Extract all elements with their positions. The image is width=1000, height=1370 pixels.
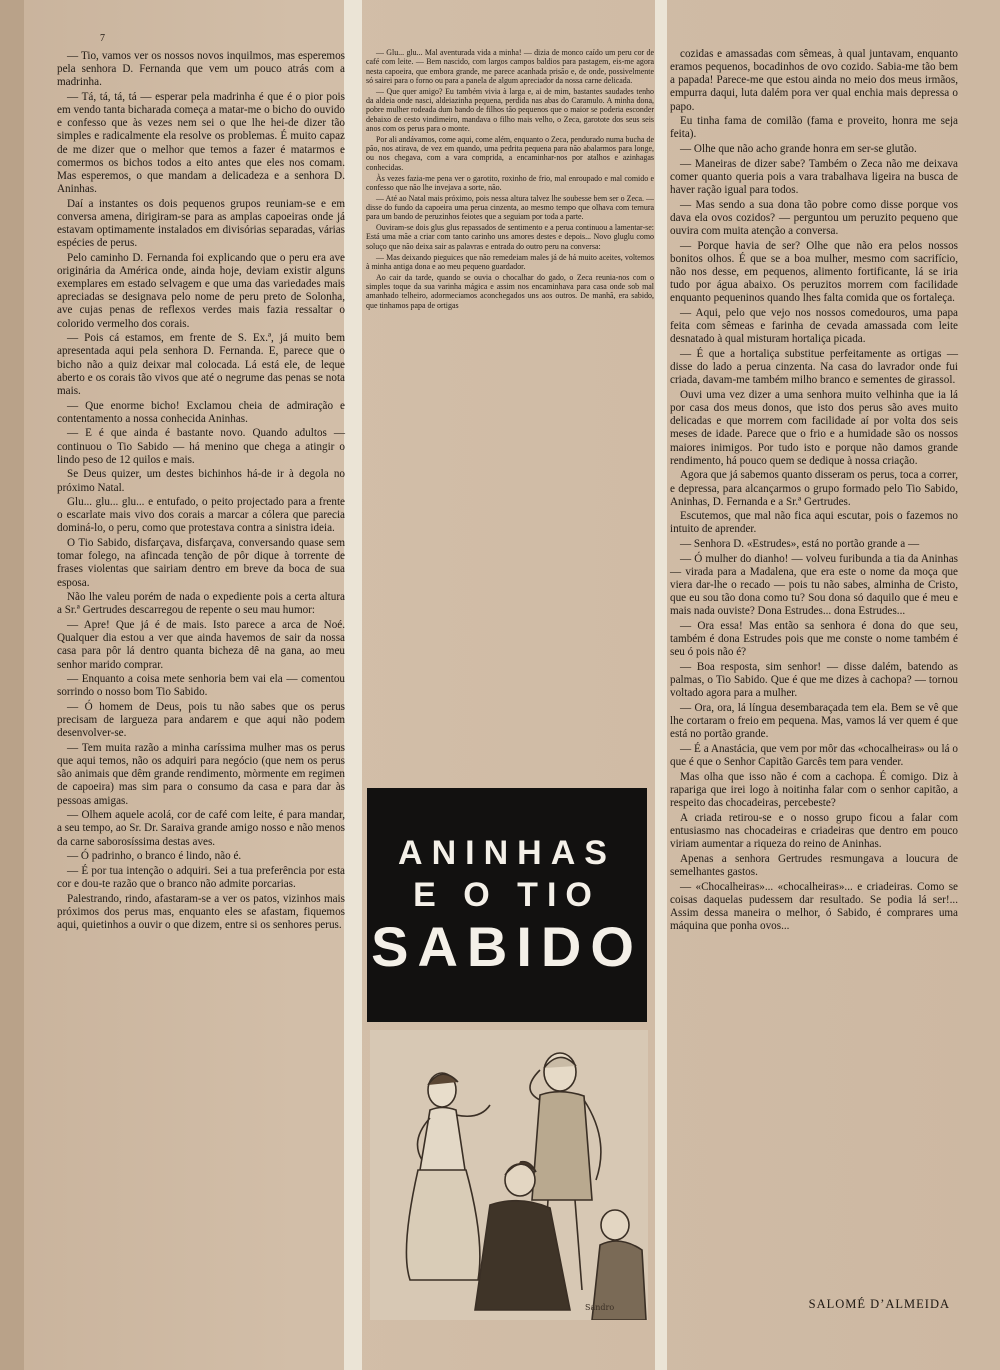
paragraph: cozidas e amassadas com sêmeas, à qual juntavam, enquanto eramos pequenos, bocadinhos de ovo cozido. Sabia-me tão bem a papada! Parece-me que estou ainda no meio dos meus irmãos, empurra daqui, luta dalém pora ver qual enchia mais depressa o papo. bbox=[670, 48, 958, 113]
paragraph: Escutemos, que mal não fica aqui escutar, pois o fazemos no intuito de aprender. bbox=[670, 510, 958, 536]
paragraph: Glu... glu... glu... e entufado, o peito projectado para a frente o escarlate mais vivo dos corais a marcar a cólera que parecia dominá-lo, o peru, como que protestava contra a sinistra ideia. bbox=[57, 496, 345, 535]
paragraph: — Ó homem de Deus, pois tu não sabes que os perus precisam de largueza para andarem e que aqui não podem desenvolver-se. bbox=[57, 701, 345, 740]
paragraph: Ouvi uma vez dizer a uma senhora muito velhinha que ia lá por casa dos meus donos, que isto dos perus são aves muito delicadas e que morrem com facilidade aí por volta dos seis meses de idade. Parece que o frio e a humidade são os nossos maiores inimigos. Por tudo isto e porque não damos grande rendimento, há pouco quem se dedique à nossa criação. bbox=[670, 388, 958, 467]
illustration-signature: Sandro bbox=[585, 1303, 615, 1312]
paragraph: — Tem muita razão a minha caríssima mulher mas os perus que aqui temos, não os adquiri para negócio (que nem os perus são animais que dêm grande rendimento, mòrmente em regimen de capoeira) mas sim para o consumo da casa e para dar às pessoas amigas. bbox=[57, 741, 345, 807]
paragraph: Não lhe valeu porém de nada o expediente pois a certa altura a Sr.ª Gertrudes descarregou de repente o seu mau humor: bbox=[57, 591, 345, 617]
page-mark: 7 bbox=[100, 33, 105, 44]
paragraph: A criada retirou-se e o nosso grupo ficou a falar com entusiasmo nas chocadeiras e criadeiras que dentro em pouco viriam aumentar a riqueza do reino de Aninhas. bbox=[670, 811, 958, 851]
paragraph: Eu tinha fama de comilão (fama e proveito, honra me seja feita). bbox=[670, 115, 958, 141]
paragraph: Por ali andávamos, come aqui, come além, enquanto o Zeca, pendurado numa bucha de pão, nos atirava, de vez em quando, uma pedrita pequena para não abalarmos para longe, ou nos chegava, com a vara comprida, a encaminhar-nos por atalhos e azinhagas conhecidas. bbox=[366, 134, 654, 172]
paragraph: — Glu... glu... Mal aventurada vida a minha! — dizia de monco caído um peru cor de café com leite. — Bem nascido, com largos campos baldios para pastagem, eis-me agora nesta capoeira, que embora grande, me parece acanhada prisão e, de onde, possivelmente só sairei para o forno ou para a panela de algum apreciador da nossa carne delicada. bbox=[366, 48, 654, 85]
paragraph: Pelo caminho D. Fernanda foi explicando que o peru era ave originária da América onde, ainda hoje, deviam existir alguns exemplares em estado selvagem e que uma das variedades mais apreciadas se designava pelo nome de peru preto de Solonha, ave cujas penas de reflexos verdes mais fazia ressaltar o colorido vermelho dos corais. bbox=[57, 251, 345, 330]
paragraph: Palestrando, rindo, afastaram-se a ver os patos, vizinhos mais próximos dos perus mas, enquanto eles se afastam, fiquemos aqui, quietinhos a ouvir o que dizem, entre si os senhores perus. bbox=[57, 892, 345, 931]
paragraph: — Até ao Natal mais próximo, pois nessa altura talvez lhe soubesse bem ser o Zeca. — disse do fundo da capoeira uma perua cinzenta, ao mesmo tempo que olhava com ternura para um bando de peruzinhos feiotes que a seguiam por toda a parte. bbox=[366, 193, 654, 222]
paragraph: — Tio, vamos ver os nossos novos inquilmos, mas esperemos pela senhora D. Fernanda que vem um pouco atrás com a madrinha. bbox=[57, 50, 345, 89]
text-column-3 bbox=[670, 48, 958, 935]
paragraph: Ao cair da tarde, quando se ouvia o chocalhar do gado, o Zeca reunia-nos com o simples toque da sua varinha mágica e assim nos encaminhava para casa onde sob mal amanhado telheiro, adormeciamos aconchegados uns aos outros. De manhã, era sabido, que tinhamos papa de ortigas bbox=[366, 272, 654, 310]
paragraph: — Tá, tá, tá, tá — esperar pela madrinha é que é o pior pois em vendo tanta bicharada começa a matar-me o bicho do ouvido e confesso que às vezes nem sei o que lhe hei-de dizer tão simples e radicalmente ela resolve os problemas. É muito capaz de me dizer que o melhor que temos a fazer é matarmos e comermos os bichos todos a eito antes que eles nos comam. Mas esperemos, o que mandam a delicadeza e a senhora D. Aninhas. bbox=[57, 90, 345, 196]
paragraph: — Maneiras de dizer sabe? Também o Zeca não me deixava comer quanto queria pois a vara trabalhava ligeira na busca de haver ração igual para todos. bbox=[670, 157, 958, 197]
title-line-2: E O TIO bbox=[413, 876, 601, 914]
paragraph: — Apre! Que já é de mais. Isto parece a arca de Noé. Qualquer dia estou a ver que ainda havemos de sair da nossa casa para pôr lá dentro quanta bicheza dê na gana, ao meu senhor marido comprar. bbox=[57, 619, 345, 671]
text-column-2 bbox=[366, 48, 654, 808]
paragraph: Se Deus quizer, um destes bichinhos há-de ir à degola no próximo Natal. bbox=[57, 468, 345, 494]
paragraph: — Olhe que não acho grande honra em ser-se glutão. bbox=[680, 143, 917, 156]
gutter-left bbox=[344, 0, 362, 1370]
paragraph: — Mas sendo a sua dona tão pobre como disse porque vos dava ela ovos cozidos? — perguntou um peruzito pequeno que ouvira com muita atenção a conversa. bbox=[670, 198, 958, 238]
paragraph: — E é que ainda é bastante novo. Quando adultos — continuou o Tio Sabido — há menino que chega a atingir o lindo peso de 12 quilos e mais. bbox=[57, 427, 345, 466]
title-line-3: SABIDO bbox=[371, 915, 643, 978]
story-title-block bbox=[367, 788, 647, 1022]
story-illustration bbox=[370, 1030, 648, 1320]
paragraph: — Mas deixando pieguices que não remedeiam males já de há muito aceites, voltemos à minha antiga dona e ao meu pequeno guardador. bbox=[366, 252, 654, 271]
paragraph: — Que quer amigo? Eu também vivia à larga e, ai de mim, bastantes saudades tenho da aldeia onde nasci, aldeiazinha pequena, perdida nas abas do Caramulo. A minha dona, pobre mulher rodeada dum bando de filhos tão pequenos que o maior se poderia esconder debaixo de cesto vindimeiro, mandava o filho mais velho, o Zeca, garotote dos seus seis anos com os perus para o monte. bbox=[366, 86, 654, 133]
paragraph: Às vezes fazia-me pena ver o garotito, roxinho de frio, mal enroupado e mal comido e confesso que não lhe invejava a sorte, não. bbox=[366, 173, 654, 192]
paragraph: — Olhem aquele acolá, cor de café com leite, é para mandar, a seu tempo, ao Sr. Dr. Saraiva grande amigo nosso e não menos da carne saborosíssima destas aves. bbox=[57, 809, 345, 848]
author-signature: SALOMÉ D’ALMEIDA bbox=[808, 1297, 950, 1311]
paragraph: — Que enorme bicho! Exclamou cheia de admiração e contentamento a nossa conhecida Aninhas. bbox=[57, 399, 345, 425]
paragraph: Apenas a senhora Gertrudes resmungava a loucura de semelhantes gastos. bbox=[670, 852, 958, 878]
paragraph: — Ó mulher do dianho! — volveu furibunda a tia da Aninhas — virada para a Madalena, que era este o nome da moça que viera dar-lhe o recado — pois tu não sabes, alminha de Cristo, que eu sou tão dona como tu? Sou dona só daquilo que é meu e mais nada ouviste? Dona Estrudes... dona Estrudes... bbox=[670, 552, 958, 618]
paragraph: — Enquanto a coisa mete senhoria bem vai ela — comentou sorrindo o nosso bom Tio Sabido. bbox=[57, 673, 345, 699]
paragraph: — Porque havia de ser? Olhe que não era pelos nossos bonitos olhos. É que se a boa mulher, mesmo com sacrifício, não nos desse, em pequenos, alimento fortificante, lá se iria tudo por água abaixo. Os peruzitos morrem com facilidade enquanto pequeninos quando lhes falta comida que os fortaleça. bbox=[670, 239, 958, 305]
paragraph: — É por tua intenção o adquiri. Sei a tua preferência por esta cor e dou-te razão que o branco não admite porcarias. bbox=[57, 864, 345, 891]
page-edge-left bbox=[0, 0, 24, 1370]
gutter-right bbox=[655, 0, 667, 1370]
paragraph: — Senhora D. «Estrudes», está no portão grande a — bbox=[680, 538, 920, 551]
paragraph: — Ora, ora, lá língua desembaraçada tem ela. Bem se vê que lhe cortaram o freio em pequena. Mas, vamos lá ver quem é que está no portão grande. bbox=[670, 702, 958, 741]
paragraph: — Aqui, pelo que vejo nos nossos comedouros, uma papa feita com sêmeas e farinha de cevada amassada com leite desnatado à qual misturam hortaliça picada. bbox=[670, 306, 958, 346]
paragraph: Mas olha que isso não é com a cachopa. É comigo. Diz à rapariga que irei logo à noitinha falar com o senhor capitão, a respeito das chocadeiras, percebeste? bbox=[670, 770, 958, 810]
paragraph: — Pois cá estamos, em frente de S. Ex.ª, já muito bem apresentada aqui pela senhora D. Fernanda. E, parece que o bicho não a quiz deixar mal colocada. Lá está ele, de leque aberto e os corais tão vivos que até o negrume das penas se nota mais. bbox=[57, 332, 345, 397]
paragraph: — Ó padrinho, o branco é lindo, não é. bbox=[67, 850, 242, 863]
paragraph: Agora que já sabemos quanto disseram os perus, toca a correr, e depressa, para alcançarmos o grupo formado pelo Tio Sabido, Aninhas, D. Fernanda e a Sr.ª Gertrudes. bbox=[670, 469, 958, 508]
text-column-1 bbox=[57, 50, 345, 934]
paragraph: Daí a instantes os dois pequenos grupos reuniam-se e em conversa amena, dirigiram-se para as amplas capoeiras onde já estavam optimamente instalados em divisórias separadas, várias espécies de perus. bbox=[57, 197, 345, 250]
paragraph: — É que a hortaliça substitue perfeitamente as ortigas — disse do lado a perua cinzenta. Na casa do lavrador onde fui criada, davam-me também milho branco e sementes de girassol. bbox=[670, 347, 958, 387]
paragraph: — Boa resposta, sim senhor! — disse dalém, batendo as palmas, o Tio Sabido. Que é que me dizes à cachopa? — tornou voltado agora para a mulher. bbox=[670, 661, 958, 700]
paragraph: — É a Anastácia, que vem por môr das «chocalheiras» ou lá o que é que o Senhor Capitão Garcês tem para vender. bbox=[670, 742, 958, 769]
paragraph: Ouviram-se dois glus glus repassados de sentimento e a perua continuou a lamentar-se: Está uma mãe a criar com tanto carinho uns amores destes e depois... Novo gluglu como soluço que não deixa sair as palavras e entrada do outro peru na conversa: bbox=[366, 223, 654, 251]
title-line-1: ANINHAS bbox=[398, 834, 616, 872]
paragraph: — «Chocalheiras»... «chocalheiras»... e criadeiras. Como se coisas daquelas pudessem dar resultado. Se podia lá ser!... Assim dessa maneira o melhor, ó Sabido, é comprares uma máquina que ponha ovos... bbox=[670, 880, 958, 932]
paragraph: — Ora essa! Mas então sa senhora é dona do que seu, também é dona Estrudes pois que me conste o nome também é seu ó pois não é? bbox=[670, 620, 958, 659]
paragraph: O Tio Sabido, disfarçava, disfarçava, conversando quase sem tomar folego, na afincada tenção de pôr dique à torrente de frases violentas que sairiam dentro em breve da boca de sua esposa. bbox=[57, 537, 345, 589]
